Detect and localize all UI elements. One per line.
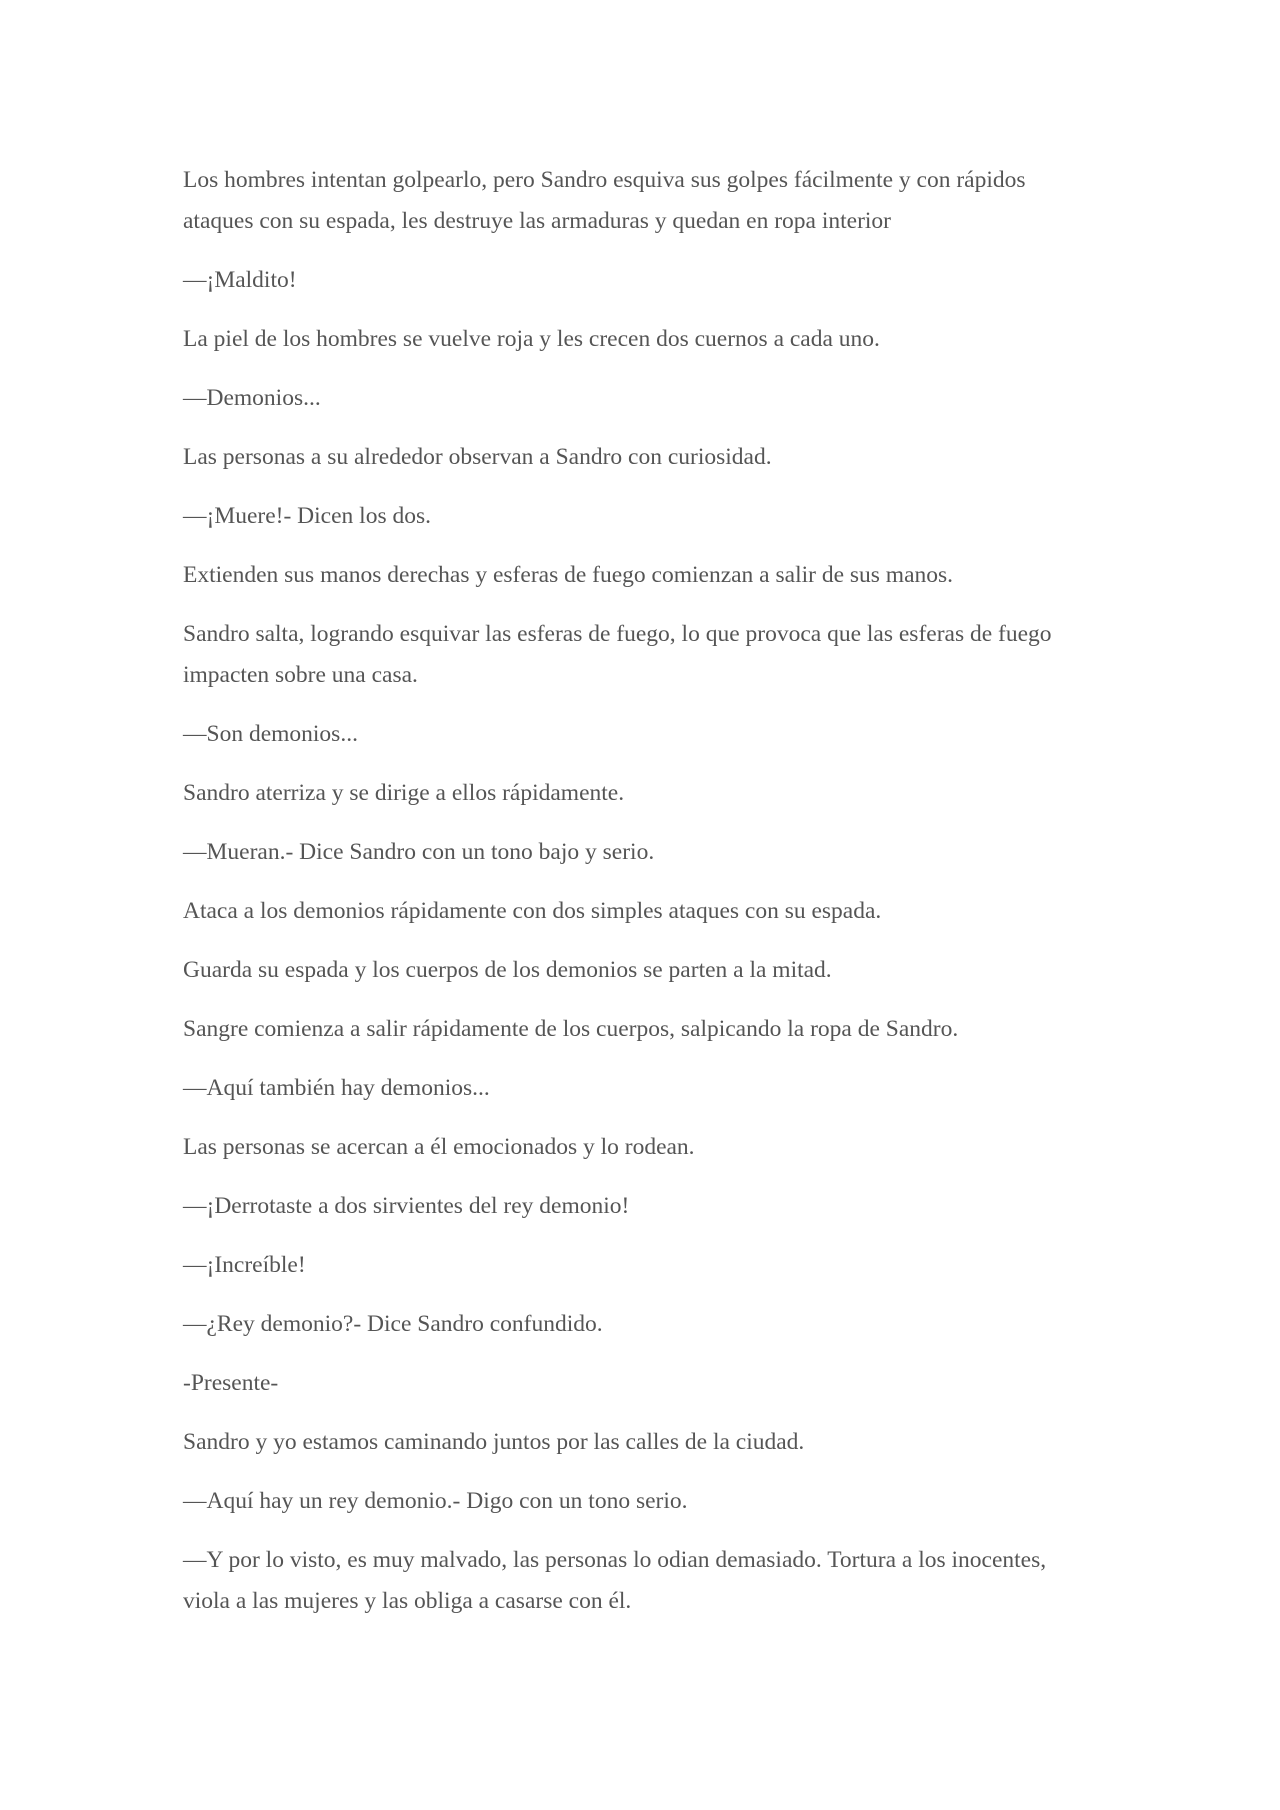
paragraph: Ataca a los demonios rápidamente con dos simples ataques con su espada. xyxy=(183,898,882,924)
paragraph: Sangre comienza a salir rápidamente de los cuerpos, salpicando la ropa de Sandro. xyxy=(183,1016,959,1042)
paragraph: —¡Maldito! xyxy=(183,267,297,293)
paragraph: —Son demonios... xyxy=(183,721,358,747)
paragraph: —Aquí hay un rey demonio.- Digo con un tono serio. xyxy=(183,1488,688,1514)
document-body xyxy=(183,160,1093,1640)
paragraph: Las personas a su alrededor observan a Sandro con curiosidad. xyxy=(183,444,772,470)
paragraph: —Demonios... xyxy=(183,385,321,411)
paragraph: La piel de los hombres se vuelve roja y les crecen dos cuernos a cada uno. xyxy=(183,326,880,352)
paragraph: Sandro salta, logrando esquivar las esferas de fuego, lo que provoca que las esferas de fuego impacten sobre una casa. xyxy=(183,621,1052,688)
paragraph: Guarda su espada y los cuerpos de los demonios se parten a la mitad. xyxy=(183,957,832,983)
paragraph: —Aquí también hay demonios... xyxy=(183,1075,490,1101)
paragraph: —¡Increíble! xyxy=(183,1252,306,1278)
paragraph: Las personas se acercan a él emocionados y lo rodean. xyxy=(183,1134,695,1160)
paragraph: —Mueran.- Dice Sandro con un tono bajo y serio. xyxy=(183,839,655,865)
paragraph: Sandro y yo estamos caminando juntos por las calles de la ciudad. xyxy=(183,1429,805,1455)
paragraph: Sandro aterriza y se dirige a ellos rápidamente. xyxy=(183,780,625,806)
paragraph: -Presente- xyxy=(183,1370,279,1396)
paragraph: Los hombres intentan golpearlo, pero Sandro esquiva sus golpes fácilmente y con rápidos ataques con su espada, les destruye las armaduras y quedan en ropa interior xyxy=(183,167,1026,234)
paragraph: —¡Derrotaste a dos sirvientes del rey demonio! xyxy=(183,1193,630,1219)
paragraph: —¡Muere!- Dicen los dos. xyxy=(183,503,431,529)
paragraph: —Y por lo visto, es muy malvado, las personas lo odian demasiado. Tortura a los inocentes, viola a las mujeres y las obliga a casarse con él. xyxy=(183,1547,1047,1614)
paragraph: —¿Rey demonio?- Dice Sandro confundido. xyxy=(183,1311,603,1337)
paragraph: Extienden sus manos derechas y esferas de fuego comienzan a salir de sus manos. xyxy=(183,562,954,588)
